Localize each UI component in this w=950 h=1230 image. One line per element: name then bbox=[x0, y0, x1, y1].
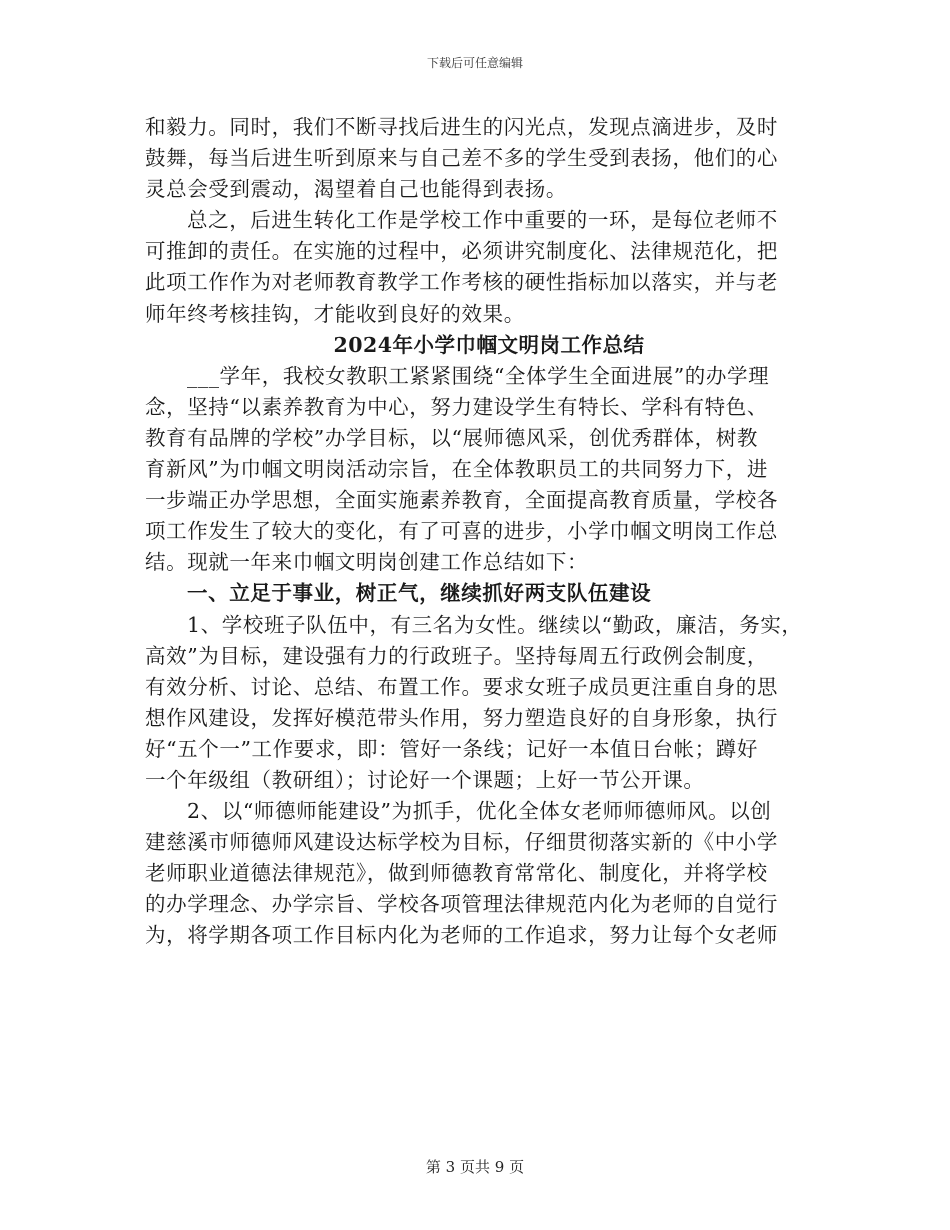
paragraph-start-line: ___学年，我校女教职工紧紧围绕“全体学生全面进展”的办学理 bbox=[187, 363, 770, 388]
text-line: 念，坚持“以素养教育为中心，努力建设学生有特长、学科有特色、 bbox=[145, 394, 768, 419]
text-line: 一步端正办学思想，全面实施素养教育，全面提高教育质量，学校各 bbox=[145, 488, 778, 513]
text-line: 教育有品牌的学校”办学目标，以“展师德风采，创优秀群体，树教 bbox=[145, 425, 758, 450]
paragraph-start-line: 2、以“师德师能建设”为抓手，优化全体女老师师德师风。以创 bbox=[187, 799, 772, 824]
text-line: 此项工作作为对老师教育教学工作考核的硬性指标加以落实，并与老 bbox=[145, 270, 778, 295]
text-line: 为，将学期各项工作目标内化为老师的工作追求，努力让每个女老师 bbox=[145, 923, 778, 948]
text-line: 建慈溪市师德师风建设达标学校为目标，仔细贯彻落实新的《中小学 bbox=[145, 830, 778, 855]
text-line: 的办学理念、办学宗旨、学校各项管理法律规范内化为老师的自觉行 bbox=[145, 892, 778, 917]
text-line: 和毅力。同时，我们不断寻找后进生的闪光点，发现点滴进步，及时 bbox=[145, 115, 778, 139]
text-line: 鼓舞，每当后进生听到原来与自己差不多的学生受到表扬，他们的心 bbox=[145, 146, 778, 171]
paragraph-start-line: 总之，后进生转化工作是学校工作中重要的一环，是每位老师不 bbox=[187, 208, 778, 233]
text-line: 可推卸的责任。在实施的过程中，必须讲究制度化、法律规范化，把 bbox=[145, 239, 778, 264]
text-line: 好“五个一”工作要求，即：管好一条线；记好一本值日台帐；蹲好 bbox=[145, 736, 758, 761]
subsection-heading: 一、立足于事业，树正气，继续抓好两支队伍建设 bbox=[187, 581, 652, 606]
text-line: 结。现就一年来巾帼文明岗创建工作总结如下： bbox=[145, 550, 589, 575]
text-line: 灵总会受到震动，渴望着自己也能得到表扬。 bbox=[145, 177, 567, 202]
text-line: 老师职业道德法律规范》，做到师德教育常常化、制度化，并将学校 bbox=[145, 861, 768, 886]
document-body bbox=[145, 112, 825, 952]
section-title: 2024年小学巾帼文明岗工作总结 bbox=[333, 332, 645, 357]
text-line: 项工作发生了较大的变化，有了可喜的进步，小学巾帼文明岗工作总 bbox=[145, 519, 778, 544]
header-note: 下载后可任意编辑 bbox=[426, 56, 523, 70]
text-line: 有效分析、讨论、总结、布置工作。要求女班子成员更注重自身的思 bbox=[145, 674, 778, 699]
text-line: 高效”为目标，建设强有力的行政班子。坚持每周五行政例会制度， bbox=[145, 643, 768, 668]
text-line: 一个年级组（教研组）；讨论好一个课题；上好一节公开课。 bbox=[145, 767, 705, 792]
text-line: 育新风”为巾帼文明岗活动宗旨，在全体教职员工的共同努力下，进 bbox=[145, 457, 768, 482]
text-line: 想作风建设，发挥好模范带头作用，努力塑造良好的自身形象，执行 bbox=[145, 705, 778, 730]
page-number: 第 3 页共 9 页 bbox=[425, 1158, 525, 1176]
paragraph-start-line: 1、学校班子队伍中，有三名为女性。继续以“勤政，廉洁，务实， bbox=[187, 612, 803, 637]
text-line: 师年终考核挂钩，才能收到良好的效果。 bbox=[145, 301, 525, 326]
